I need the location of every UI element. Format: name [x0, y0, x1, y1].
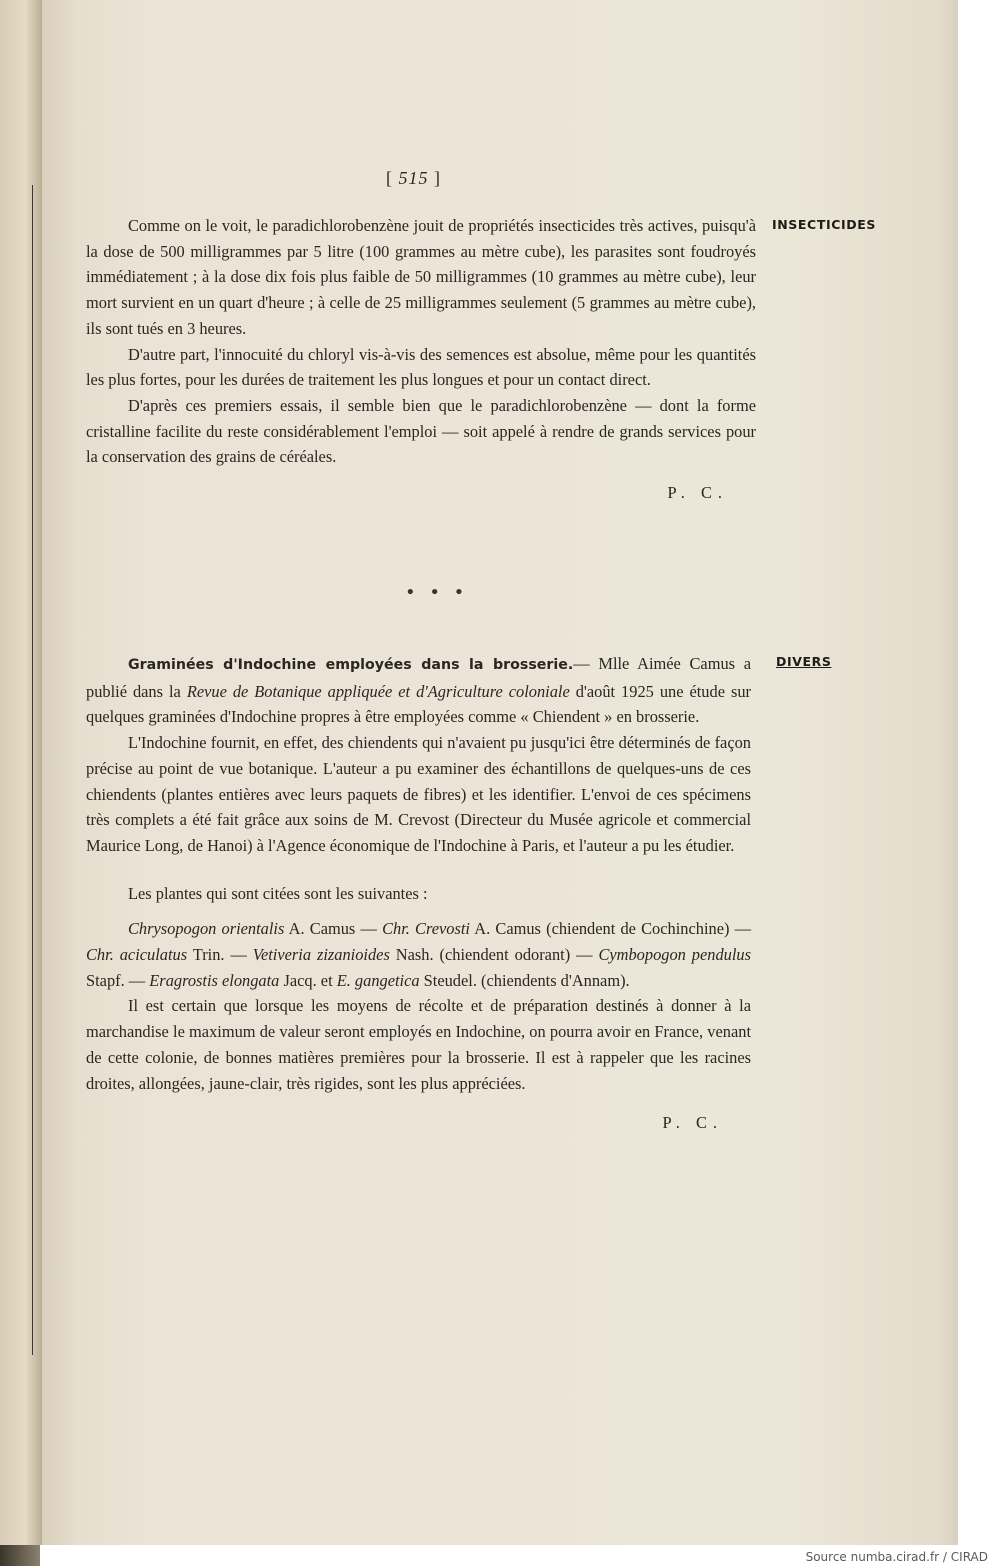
species-name: Vetiveria zizanioides [252, 945, 390, 965]
paragraph: Il est certain que lorsque les moyens de récolte et de préparation destinés à donner à la marchandise le maximum de valeur seront employés en Indochine, on pourra avoir en France, venant de cette colonie, de bonnes matières premières pour la brosserie. Il est à rappeler que les racines droites, allongées, jaune-clair, très rigides, sont les plus appréciées. [86, 996, 751, 1093]
species-author: Steudel. (chiendents d'Annam). [419, 970, 630, 990]
page-number-value: 515 [398, 168, 429, 188]
section-separator: • • • [405, 582, 469, 603]
species-name: E. gangetica [336, 970, 420, 990]
species-author: Stapf. — [86, 970, 150, 990]
section-divers [86, 651, 751, 1136]
species-name: Cymbopogon pendulus [598, 945, 751, 965]
paragraph: Comme on le voit, le paradichlorobenzène jouit de propriétés insecticides très actives, puisqu'à la dose de 500 milligrammes par 5 litre (100 grammes au mètre cube), les parasites sont foudroyés immédiatement ; à la dose dix fois plus faible de 50 milligrammes (10 grammes au mètre cube), leur mort survient en un quart d'heure ; à celle de 25 milligrammes seulement (5 grammes au mètre cube), ils sont tués en 3 heures. [86, 216, 756, 338]
page-number: [ 515 ] [386, 168, 441, 188]
source-credit: Source numba.cirad.fr / CIRAD [805, 1550, 988, 1564]
species-author: A. Camus — [284, 919, 383, 939]
signature: P. C. [662, 1113, 723, 1133]
paragraph: D'autre part, l'innocuité du chloryl vis-à-vis des semences est absolue, même pour les quantités les plus fortes, pour les durées de traitement les plus longues et pour un contact direct. [86, 344, 756, 390]
species-author: Nash. (chiendent odorant) — [389, 945, 599, 965]
species-author: A. Camus (chiendent de Cochinchine) — [469, 919, 752, 939]
intro-tail: d'août 1925 une étude sur quelques graminées d'Indochine propres à être employées comme « Chiendent » en brosserie. [86, 681, 751, 727]
paragraph: Les plantes qui sont citées sont les suivantes : [128, 883, 428, 903]
signature: P. C. [667, 483, 728, 503]
species-author: Trin. — [187, 945, 253, 965]
species-author: Jacq. et [279, 970, 337, 990]
species-name: Chr. aciculatus [86, 945, 188, 965]
species-name: Chr. Crevosti [382, 919, 470, 939]
intro-lead: — Mlle Aimée Camus a publié dans la [86, 654, 751, 701]
facing-page-edge [0, 0, 43, 1545]
journal-title: Revue de Botanique appliquée et d'Agriculture coloniale [186, 681, 570, 701]
species-name: Chrysopogon orientalis [128, 919, 285, 939]
species-list [86, 916, 751, 993]
page-margin-edge [958, 0, 976, 1545]
section-insecticides [86, 213, 756, 506]
article-title: Graminées d'Indochine employées dans la brosserie. [128, 657, 574, 673]
paragraph: D'après ces premiers essais, il semble bien que le paradichlorobenzène — dont la forme cristalline facilite du reste considérablement l'emploi — soit appelé à rendre de grands services pour la conservation des grains de céréales. [86, 395, 756, 467]
paragraph: L'Indochine fournit, en effet, des chiendents qui n'avaient pu jusqu'ici être déterminés de façon précise au point de vue botanique. L'auteur a pu examiner des échantillons de quelques-uns de ces chiendents (plantes entières avec leurs paquets de fibres) et les identifier. L'envoi de ces spécimens très complets a été fait grâce aux soins de M. Crevost (Directeur du Musée agricole et commercial Maurice Long, de Hanoi) à l'Agence économique de l'Indochine à Paris, et l'auteur a pu les étudier. [86, 733, 751, 855]
paragraph [86, 651, 751, 730]
species-name: Eragrostis elongata [149, 970, 280, 990]
margin-label-insecticides: INSECTICIDES [772, 217, 876, 232]
margin-label-divers: DIVERS [776, 654, 832, 669]
facing-page-frame [0, 185, 33, 1355]
